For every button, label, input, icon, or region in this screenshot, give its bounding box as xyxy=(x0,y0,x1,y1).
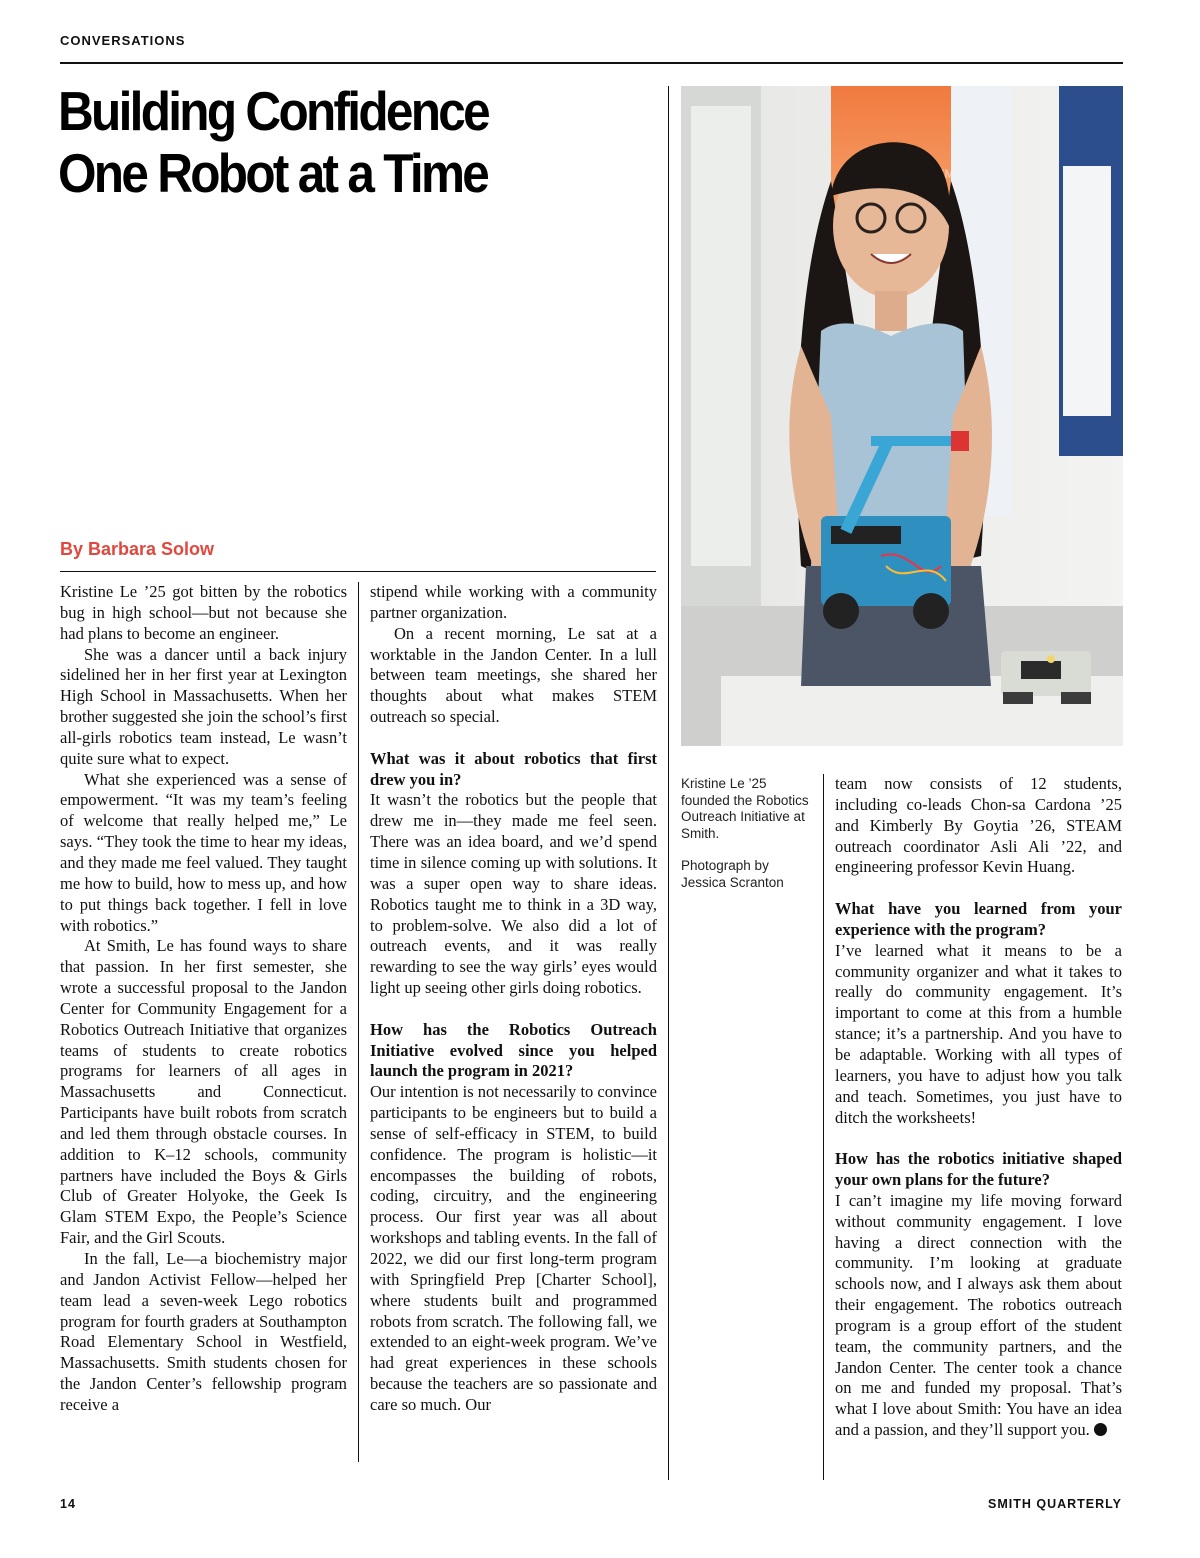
top-rule xyxy=(60,62,1123,64)
title-line-2: One Robot at a Time xyxy=(58,142,488,204)
paragraph: She was a dancer until a back injury sidelined her in her first year at Lexington High School in Massachusetts. When her brother suggested she join the school’s first all-girls robotics team instead, Le wasn’t quite sure what to expect. xyxy=(60,644,347,768)
photo-illustration xyxy=(681,86,1123,746)
body-column-2 xyxy=(370,582,657,1416)
body-column-1 xyxy=(60,582,347,1416)
paragraph: stipend while working with a community partner organization. xyxy=(370,582,657,622)
interview-question: How has the robotics initiative shaped your own plans for the future? xyxy=(835,1149,1122,1190)
interview-answer: It wasn’t the robotics but the people that drew me in—they made me feel seen. There was an idea board, and we’d spend time in silence coming up with solutions. It was a super open way to share ideas. Robotics taught me to think in a 3D way, to problem-solve. We also did a lot of outreach events, and it was really rewarding to see the way girls’ eyes would light up seeing other girls doing robotics. xyxy=(370,790,657,998)
caption-text: Kristine Le ’25 founded the Robotics Outreach Initiative at Smith. xyxy=(681,776,809,841)
article-title xyxy=(58,80,562,204)
portrait-photo xyxy=(681,86,1123,746)
interview-answer: Our intention is not necessarily to convince participants to be engineers but to build a sense of self-efficacy in STEM, to build confidence. The program is holistic—it encompasses the building of robots, coding, circuitry, and the engineering process. Our first year was all about workshops and tabling events. In the fall of 2022, we did our first long-term program with Springfield Prep [Charter School], where students built and programmed robots from scratch. The following fall, we extended to an eight-week program. We’ve had great experiences in these schools because the teachers are so passionate and care so much. Our xyxy=(370,1082,657,1414)
column-divider-main xyxy=(668,86,669,1480)
interview-answer: team now consists of 12 students, including co-leads Chon-sa Cardona ’25 and Kimberly By Goytia ’26, STEAM outreach coordinator Asli Ali ’22, and engineering professor Kevin Huang. xyxy=(835,774,1122,877)
interview-answer-final xyxy=(835,1191,1122,1441)
paragraph: What she experienced was a sense of empowerment. “It was my team’s feeling of welcome that really helped me,” Le says. “They took the time to hear my ideas, and they made me feel valued. They taught me how to build, how to mess up, and how to put things back together. I fell in love with robotics.” xyxy=(60,769,347,935)
final-answer-text: I can’t imagine my life moving forward without community engagement. I love having a direct connection with the community. I’m looking at graduate schools now, and I always ask them about their engagement. The robotics outreach program is a group effort of the student team, the community partners, and the Jandon Center. The center took a chance on me and funded my proposal. That’s what I love about Smith: You have an idea and a passion, and they’ll support you. xyxy=(835,1190,1122,1440)
interview-question: How has the Robotics Outreach Initiative evolved since you helped launch the program in 2021? xyxy=(370,1019,657,1081)
interview-question: What have you learned from your experience with the program? xyxy=(835,899,1122,939)
paragraph: At Smith, Le has found ways to share that passion. In her first semester, she wrote a successful proposal to the Jandon Center for Community Engagement for a Robotics Outreach Initiative that organizes teams of students to create robotics programs for learners of all ages in Massachusetts and Connecticut. Participants have built robots from scratch and led them through obstacle courses. In addition to K–12 schools, community partners have included the Boys & Girls Club of Greater Holyoke, the Geek Is Glam STEM Expo, the People’s Science Fair, and the Girl Scouts. xyxy=(60,936,347,1248)
paragraph: On a recent morning, Le sat at a worktable in the Jandon Center. In a lull between team meetings, she shared her thoughts about what makes STEM outreach so special. xyxy=(370,623,657,727)
publication-name: SMITH QUARTERLY xyxy=(988,1497,1122,1511)
body-column-3 xyxy=(835,774,1122,1441)
column-divider xyxy=(823,774,824,1480)
photo-caption xyxy=(681,776,811,891)
byline-rule xyxy=(60,571,656,572)
paragraph: Kristine Le ’25 got bitten by the robotics bug in high school—but not because she had plans to become an engineer. xyxy=(60,582,347,643)
page-number: 14 xyxy=(60,1497,76,1511)
interview-question: What was it about robotics that first drew you in? xyxy=(370,748,657,789)
interview-answer: I’ve learned what it means to be a community organizer and what it takes to really do community engagement. It’s important to come at this from a humble stance; it’s a partnership. And you have to be adaptable. Working with all types of learners, you have to adjust how you talk and teach. Sometimes, you just have to ditch the worksheets! xyxy=(835,940,1122,1127)
end-mark-icon xyxy=(1094,1423,1107,1436)
paragraph: In the fall, Le—a biochemistry major and Jandon Activist Fellow—helped her team lead a seven-week Lego robotics program for fourth graders at Southampton Road Elementary School in Westfield, Massachusetts. Smith students chosen for the Jandon Center’s fellowship program receive a xyxy=(60,1249,347,1414)
photo-credit: Photograph by Jessica Scranton xyxy=(681,858,784,890)
column-divider xyxy=(358,582,359,1462)
section-label: CONVERSATIONS xyxy=(60,33,186,48)
title-line-1: Building Confidence xyxy=(58,80,488,142)
byline: By Barbara Solow xyxy=(60,539,215,559)
